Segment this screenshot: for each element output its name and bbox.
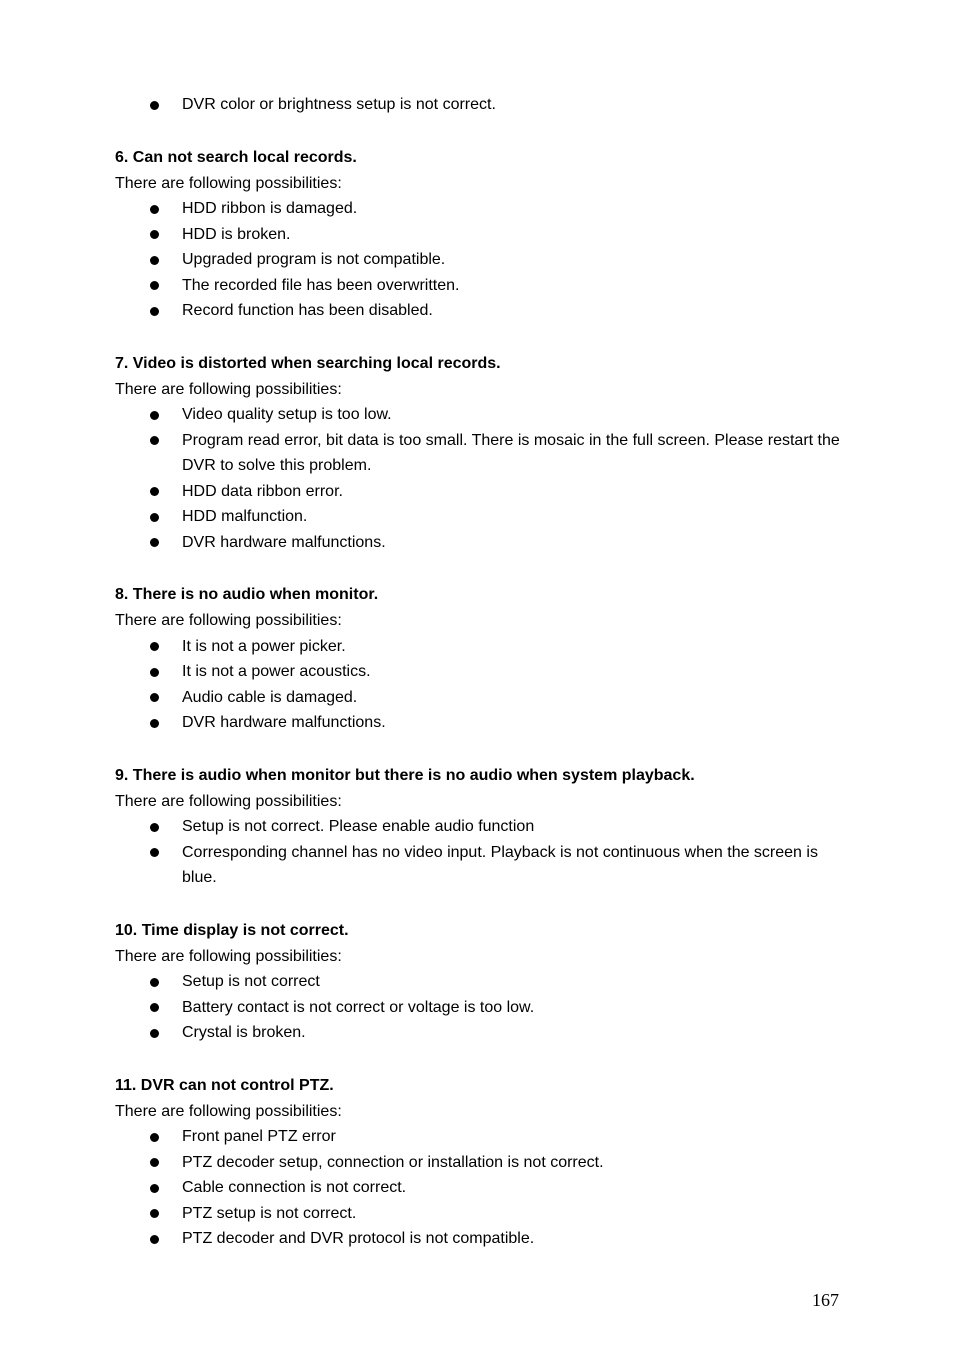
list-item xyxy=(115,969,845,995)
list-item-text: Setup is not correct xyxy=(182,973,320,990)
list-item xyxy=(115,995,845,1021)
list-item-text: It is not a power acoustics. xyxy=(182,663,371,680)
list-item xyxy=(115,1201,845,1227)
bullet-icon xyxy=(150,1133,159,1142)
list-item xyxy=(115,814,845,840)
bullet-list xyxy=(115,402,845,555)
list-item xyxy=(115,1175,845,1201)
bullet-icon xyxy=(150,823,159,832)
bullet-icon xyxy=(150,513,159,522)
bullet-icon xyxy=(150,1029,159,1038)
bullet-icon xyxy=(150,411,159,420)
bullet-icon xyxy=(150,719,159,728)
section-heading: 8. There is no audio when monitor. xyxy=(115,586,379,603)
page-number: 167 xyxy=(812,1290,839,1310)
list-item-text: DVR color or brightness setup is not correct. xyxy=(182,96,496,113)
section-heading: 6. Can not search local records. xyxy=(115,148,357,166)
list-item-text: PTZ setup is not correct. xyxy=(182,1204,357,1222)
bullet-icon xyxy=(150,436,159,445)
section-6 xyxy=(115,145,845,324)
section-intro: There are following possibilities: xyxy=(115,380,342,398)
bullet-icon xyxy=(150,1184,159,1193)
bullet-list xyxy=(115,196,845,324)
list-item xyxy=(115,659,845,685)
list-item-text: Record function has been disabled. xyxy=(182,302,433,319)
list-item xyxy=(115,1226,845,1252)
list-item xyxy=(115,1020,845,1046)
bullet-icon xyxy=(150,978,159,987)
list-item-text: HDD malfunction. xyxy=(182,508,308,525)
list-item xyxy=(115,504,845,530)
bullet-icon xyxy=(150,256,159,265)
list-item xyxy=(115,634,845,660)
document-body xyxy=(115,92,845,1252)
list-item-text: HDD ribbon is damaged. xyxy=(182,200,358,217)
bullet-icon xyxy=(150,693,159,702)
top-bullet-list xyxy=(115,92,845,118)
list-item xyxy=(115,298,845,324)
list-item xyxy=(115,530,845,556)
bullet-icon xyxy=(150,307,159,316)
list-item-text: DVR hardware malfunctions. xyxy=(182,533,386,551)
list-item-text: Setup is not correct. Please enable audio function xyxy=(182,818,535,835)
list-item xyxy=(115,685,845,711)
list-item-text: Audio cable is damaged. xyxy=(182,688,358,706)
section-intro: There are following possibilities: xyxy=(115,174,342,192)
list-item-text: The recorded file has been overwritten. xyxy=(182,276,460,294)
list-item xyxy=(115,428,845,479)
section-intro: There are following possibilities: xyxy=(115,792,342,810)
list-item xyxy=(115,479,845,505)
list-item xyxy=(115,1124,845,1150)
list-item-text: HDD data ribbon error. xyxy=(182,482,343,500)
list-item xyxy=(115,402,845,428)
list-item-text: Cable connection is not correct. xyxy=(182,1179,407,1196)
list-item xyxy=(115,1150,845,1176)
list-item-text: DVR hardware malfunctions. xyxy=(182,714,386,731)
section-11 xyxy=(115,1073,845,1252)
section-9 xyxy=(115,763,845,891)
bullet-icon xyxy=(150,1158,159,1167)
list-item-text: Corresponding channel has no video input. Playback is not continuous when the screen is blue. xyxy=(182,843,818,886)
section-10 xyxy=(115,918,845,1046)
bullet-icon xyxy=(150,487,159,496)
bullet-icon xyxy=(150,642,159,651)
list-item xyxy=(115,273,845,299)
bullet-icon xyxy=(150,538,159,547)
bullet-list xyxy=(115,969,845,1046)
list-item xyxy=(115,92,845,118)
bullet-icon xyxy=(150,668,159,677)
bullet-icon xyxy=(150,230,159,239)
bullet-list xyxy=(115,634,845,736)
section-heading: 10. Time display is not correct. xyxy=(115,921,349,939)
list-item-text: Battery contact is not correct or voltage is too low. xyxy=(182,998,535,1016)
list-item-text: Front panel PTZ error xyxy=(182,1128,336,1145)
list-item-text: Crystal is broken. xyxy=(182,1024,306,1041)
bullet-icon xyxy=(150,1209,159,1218)
section-heading: 9. There is audio when monitor but there is no audio when system playback. xyxy=(115,766,695,784)
section-intro: There are following possibilities: xyxy=(115,612,342,629)
list-item xyxy=(115,247,845,273)
section-heading: 7. Video is distorted when searching local records. xyxy=(115,354,501,372)
bullet-list xyxy=(115,814,845,891)
bullet-icon xyxy=(150,1003,159,1012)
list-item-text: Program read error, bit data is too small. There is mosaic in the full screen. Please restart the DVR to solve this problem. xyxy=(182,431,840,474)
list-item xyxy=(115,222,845,248)
list-item-text: It is not a power picker. xyxy=(182,637,346,655)
list-item xyxy=(115,840,845,891)
bullet-icon xyxy=(150,101,159,110)
bullet-icon xyxy=(150,848,159,857)
section-8 xyxy=(115,582,845,736)
section-7 xyxy=(115,351,845,556)
list-item-text: Video quality setup is too low. xyxy=(182,406,392,423)
bullet-icon xyxy=(150,205,159,214)
bullet-icon xyxy=(150,1235,159,1244)
section-intro: There are following possibilities: xyxy=(115,947,342,965)
bullet-icon xyxy=(150,281,159,290)
bullet-list xyxy=(115,1124,845,1252)
list-item-text: HDD is broken. xyxy=(182,225,291,243)
section-heading: 11. DVR can not control PTZ. xyxy=(115,1076,334,1094)
section-intro: There are following possibilities: xyxy=(115,1102,342,1120)
list-item xyxy=(115,710,845,736)
list-item-text: Upgraded program is not compatible. xyxy=(182,251,446,268)
list-item xyxy=(115,196,845,222)
list-item-text: PTZ decoder and DVR protocol is not compatible. xyxy=(182,1230,535,1247)
list-item-text: PTZ decoder setup, connection or installation is not correct. xyxy=(182,1153,604,1171)
